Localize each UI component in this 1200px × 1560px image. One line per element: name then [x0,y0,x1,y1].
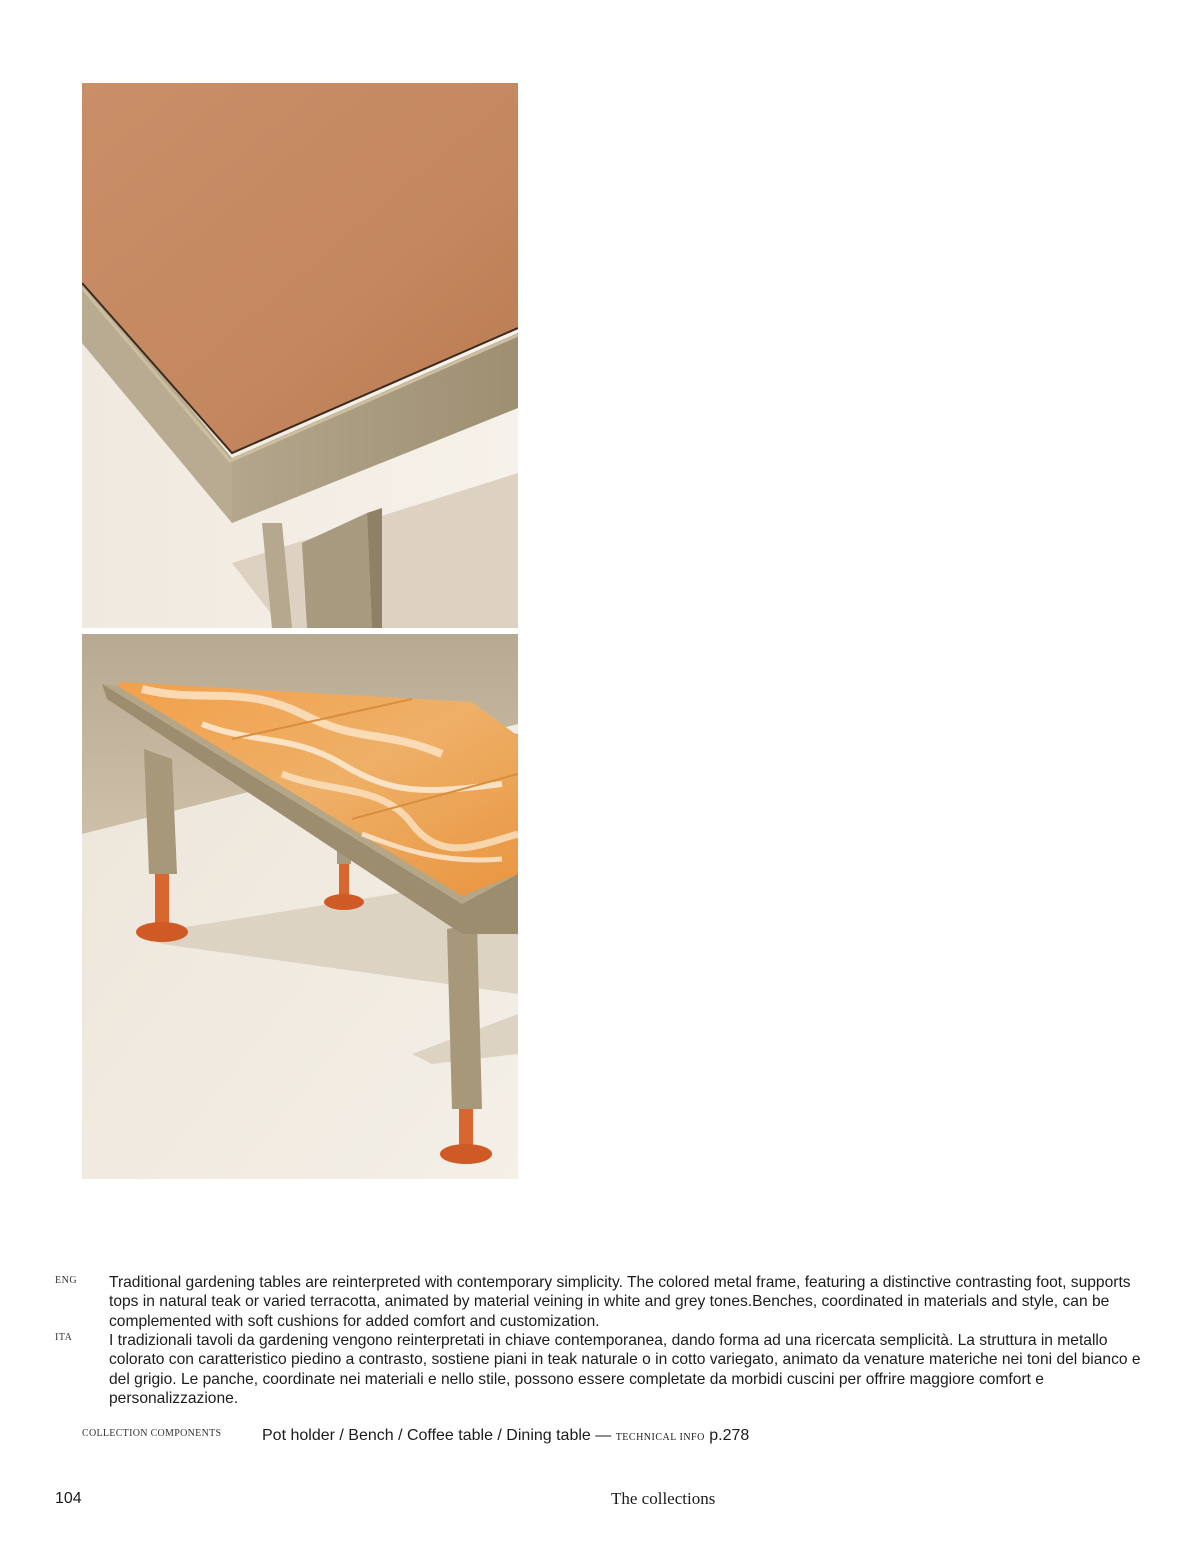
language-tag-ita: ITA [55,1332,73,1343]
section-title: The collections [611,1489,716,1508]
collection-components-line [262,1427,749,1445]
table-corner-photo [82,83,518,628]
technical-info-page-ref[interactable]: p.278 [709,1427,750,1444]
bench-photo [82,634,518,1179]
description-english: Traditional gardening tables are reinterpreted with contemporary simplicity. The colored metal frame, featuring a distinctive contrasting foot, supports tops in natural teak or varied terracotta, animated by material veining in white and grey tones.Benches, coordinated in materials and style, can be complemented with soft cushions for added comfort and customization. [109,1274,1131,1330]
page-number: 104 [55,1490,82,1507]
components-items: Pot holder / Bench / Coffee table / Dining table — [262,1427,612,1444]
description-italian: I tradizionali tavoli da gardening vengono reinterpretati in chiave contemporanea, dando forma ad una ricercata semplicità. La struttura in metallo colorato con caratteristico piedino a contrasto, sostiene piani in teak naturale o in cotto variegato, animato da venature materiche nei toni del bianco e del grigio. Le panche, coordinate nei materiali e nello stile, possono essere completate da morbidi cuscini per offrire maggiore comfort e personalizzazione. [109,1332,1141,1408]
collection-components-label: COLLECTION COMPONENTS [82,1428,222,1439]
table-corner-illustration [82,83,518,628]
technical-info-label: TECHNICAL INFO [615,1432,705,1443]
bench-illustration [82,634,518,1179]
language-tag-eng: ENG [55,1275,78,1286]
